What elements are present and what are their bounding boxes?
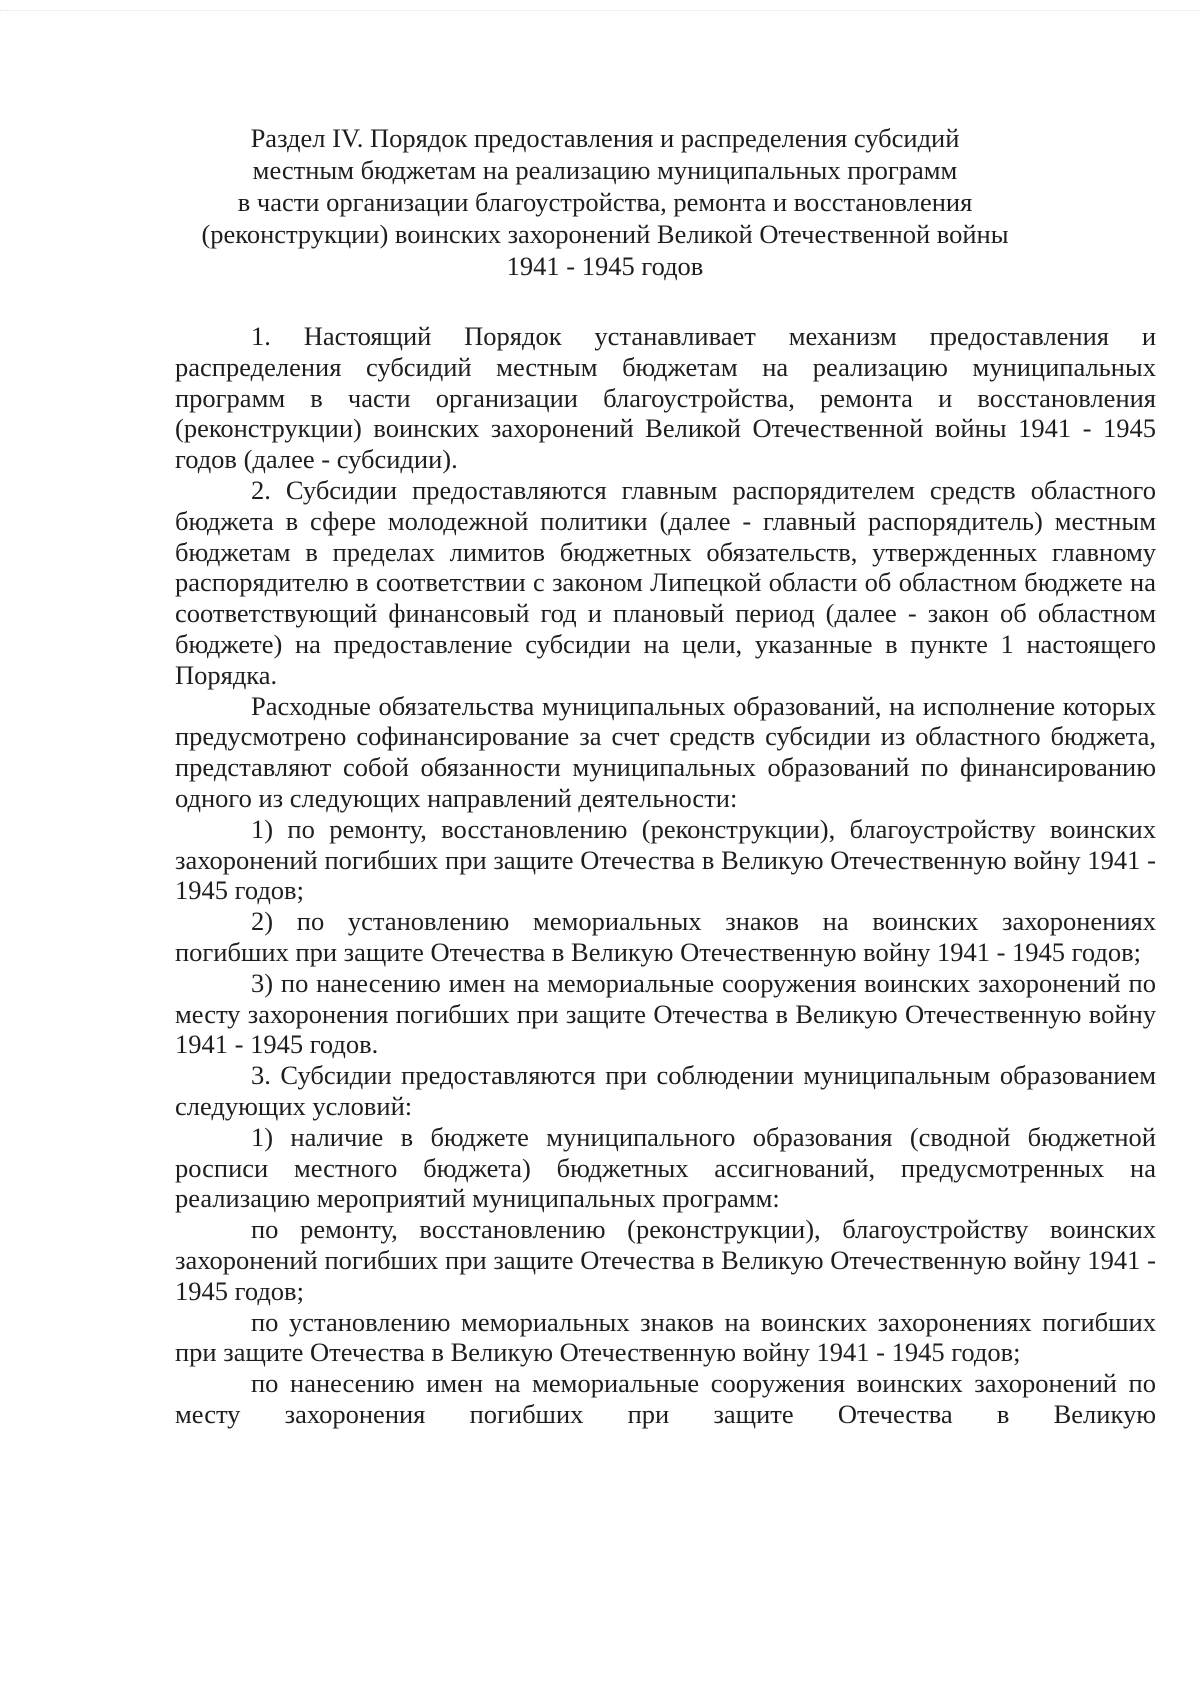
paragraph-condition-1: 1) наличие в бюджете муниципального образования (сводной бюджетной росписи местного бюджета) бюджетных ассигнований, предусмотренных на реализацию мероприятий муниципальных программ:: [175, 1121, 1156, 1214]
section-title-line: местным бюджетам на реализацию муниципальных программ: [252, 155, 958, 185]
section-title-line: 1941 - 1945 годов: [506, 251, 704, 281]
paragraph-expenditure-obligations: Расходные обязательства муниципальных образований, на исполнение которых предусмотрено софинансирование за счет средств субсидии из областного бюджета, представляют собой обязанности муниципальных образований по финансированию одного из следующих направлений деятельности:: [175, 690, 1156, 813]
paragraph-direction-3: 3) по нанесению имен на мемориальные сооружения воинских захоронений по месту захоронения погибших при защите Отечества в Великую Отечественную войну 1941 - 1945 годов.: [175, 967, 1156, 1060]
paragraph-direction-2: 2) по установлению мемориальных знаков на воинских захоронениях погибших при защите Отечества в Великую Отечественную войну 1941 - 1945 годов;: [175, 906, 1156, 967]
section-title-line: в части организации благоустройства, ремонта и восстановления: [237, 187, 973, 217]
section-title-line: Раздел IV. Порядок предоставления и распределения субсидий: [250, 123, 960, 153]
paragraph-condition-memorial-signs: по установлению мемориальных знаков на воинских захоронениях погибших при защите Отечества в Великую Отечественную войну 1941 - 1945 годов;: [175, 1306, 1156, 1368]
paragraph-condition-repair: по ремонту, восстановлению (реконструкции), благоустройству воинских захоронений погибших при защите Отечества в Великую Отечественную войну 1941 - 1945 годов;: [175, 1214, 1156, 1306]
paragraph-item-1: 1. Настоящий Порядок устанавливает механизм предоставления и распределения субсидий местным бюджетам на реализацию муниципальных программ в части организации благоустройства, ремонта и восстановления (реконструкции) воинских захоронений Великой Отечественной войны 1941 - 1945 годов (далее - субсидии).: [175, 321, 1156, 475]
paragraph-condition-names: по нанесению имен на мемориальные сооружения воинских захоронений по месту захоронения погибших при защите Отечества в Великую: [175, 1368, 1156, 1429]
document-body: [175, 321, 1156, 1430]
page-top-border: [0, 10, 1200, 11]
paragraph-direction-1: 1) по ремонту, восстановлению (реконструкции), благоустройству воинских захоронений погибших при защите Отечества в Великую Отечественную войну 1941 - 1945 годов;: [175, 813, 1156, 906]
paragraph-item-3: 3. Субсидии предоставляются при соблюдении муниципальным образованием следующих условий:: [175, 1060, 1156, 1121]
paragraph-item-2: 2. Субсидии предоставляются главным распорядителем средств областного бюджета в сфере молодежной политики (далее - главный распорядитель) местным бюджетам в пределах лимитов бюджетных обязательств, утвержденных главному распорядителю в соответствии с законом Липецкой области об областном бюджете на соответствующий финансовый год и плановый период (далее - закон об областном бюджете) на предоставление субсидии на цели, указанные в пункте 1 настоящего Порядка.: [175, 474, 1156, 690]
section-title-line: (реконструкции) воинских захоронений Великой Отечественной войны: [201, 219, 1009, 249]
section-title: [175, 122, 1035, 282]
